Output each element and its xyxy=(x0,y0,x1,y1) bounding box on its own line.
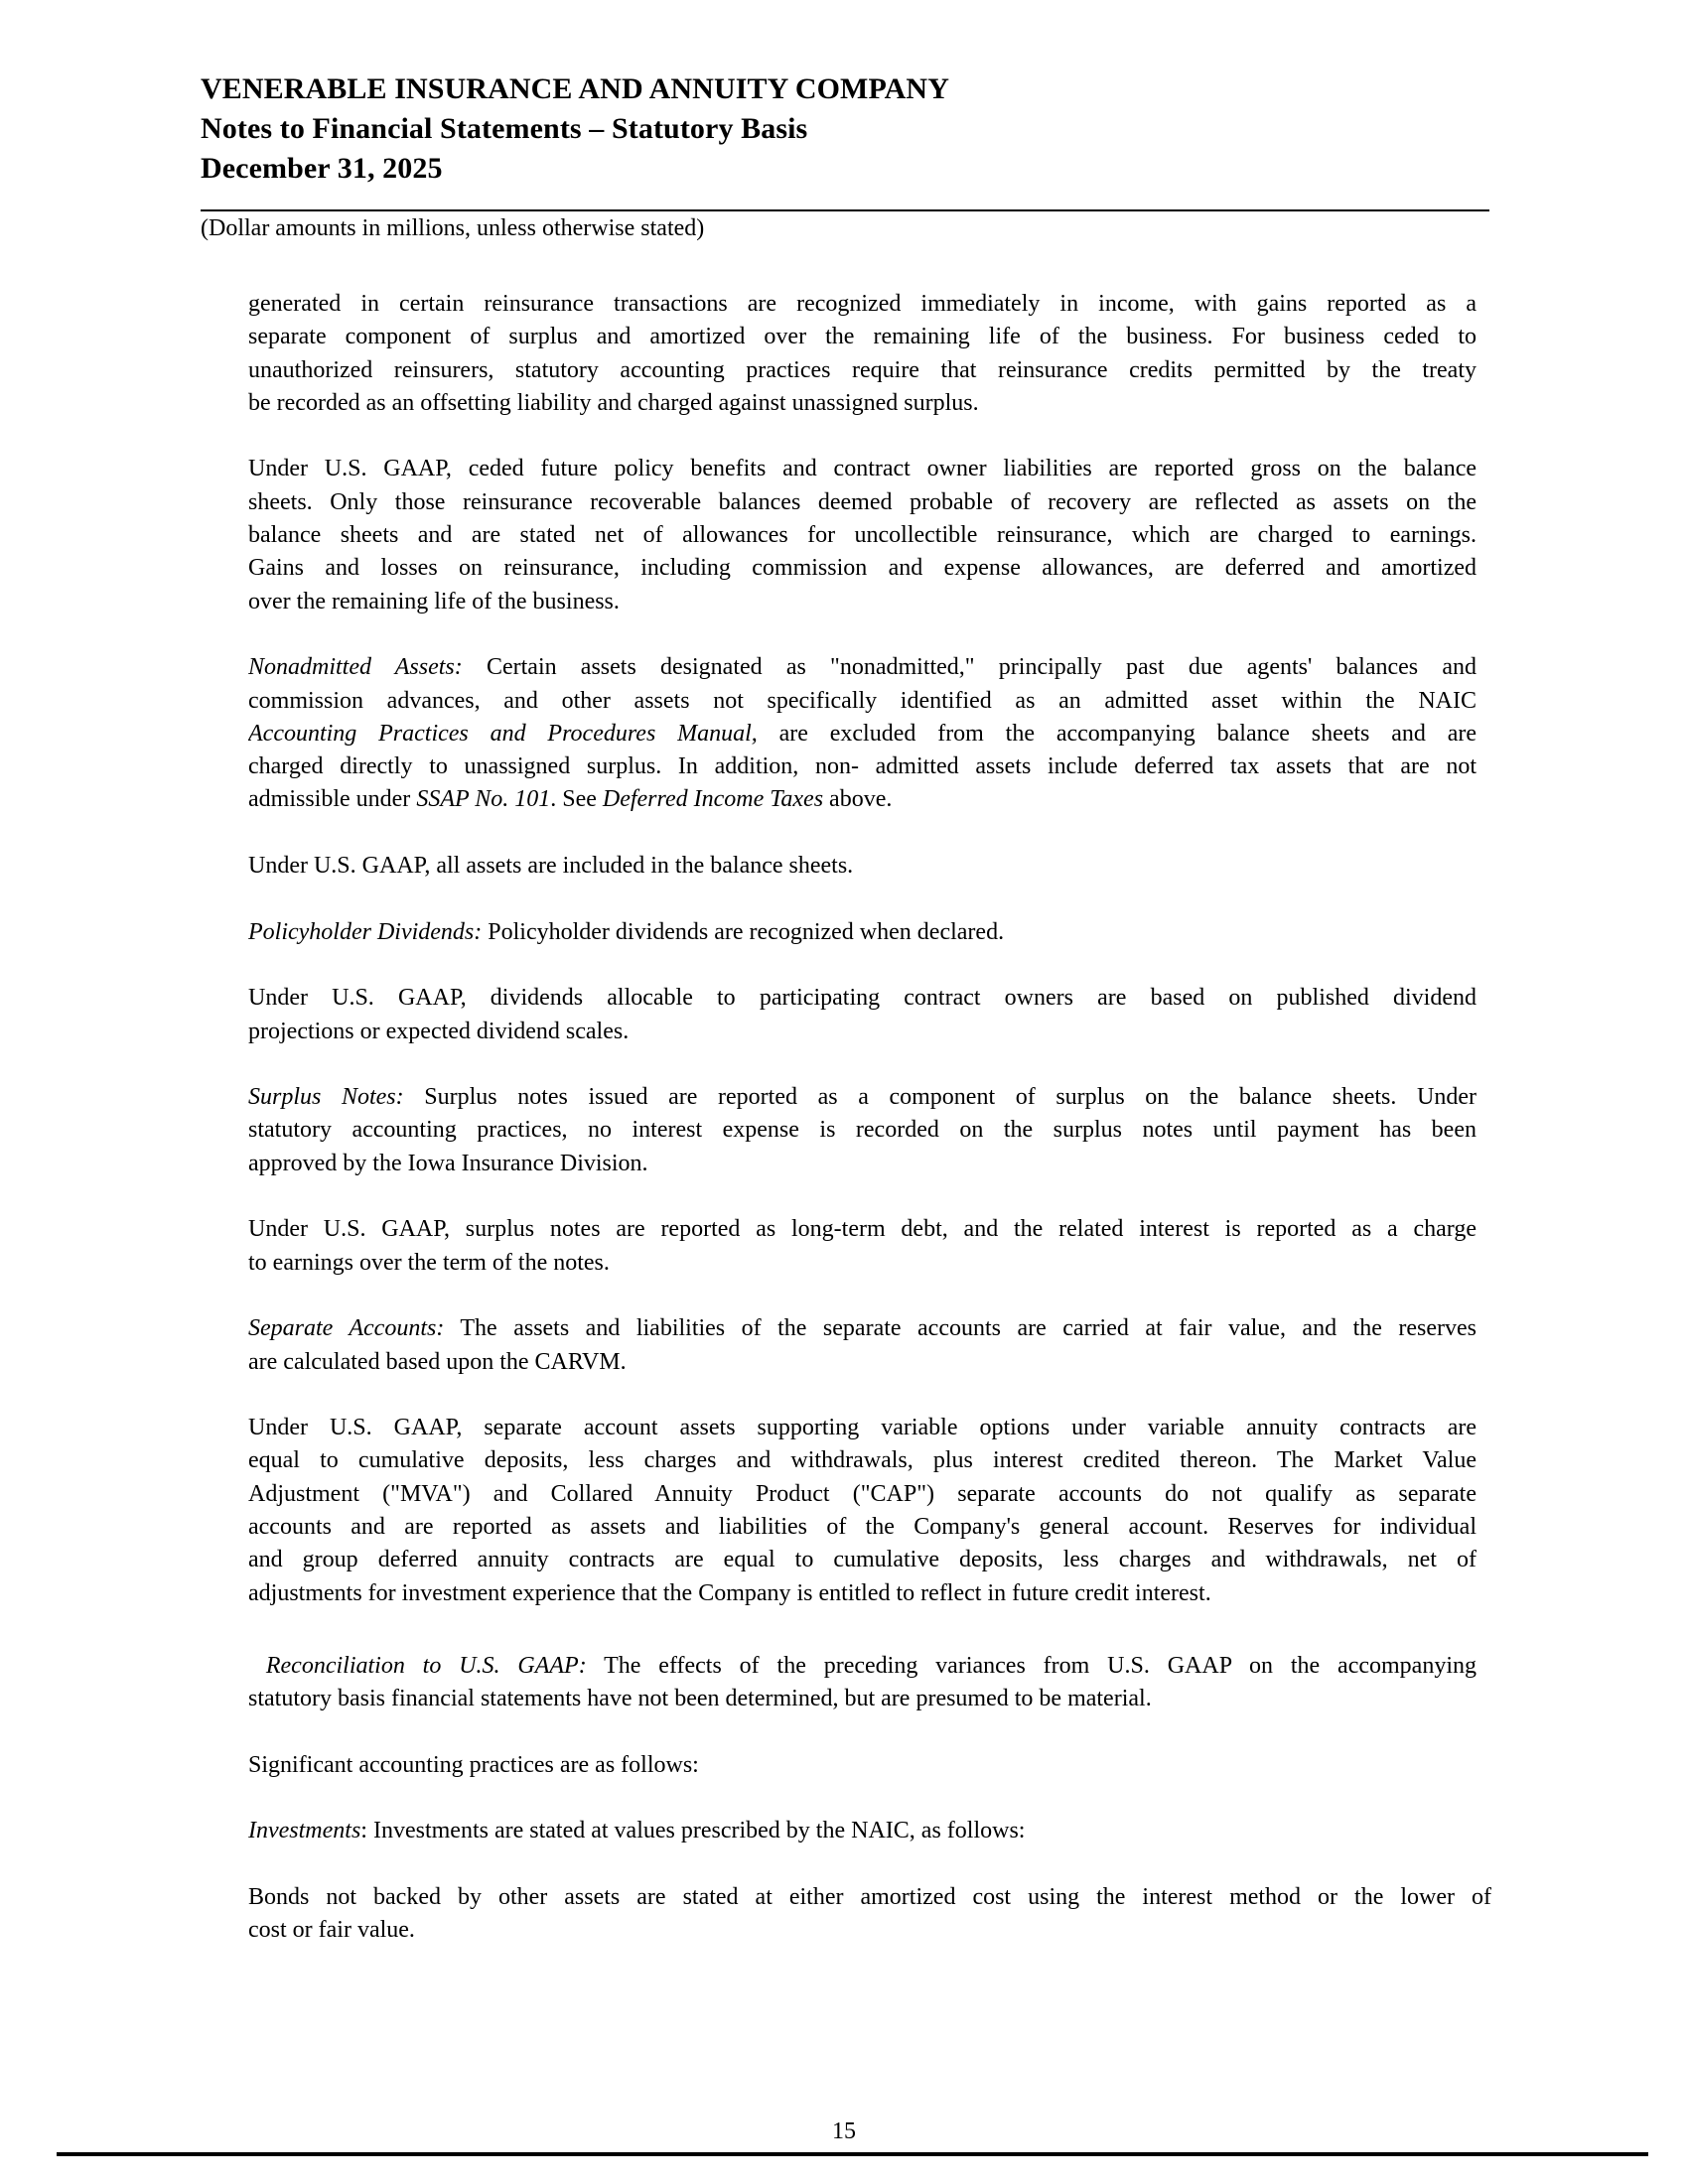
text-line xyxy=(248,1412,1477,1444)
text-run: approved by the Iowa Insurance Division. xyxy=(248,1150,648,1176)
text-line xyxy=(248,751,1477,783)
italic-term: SSAP No. 101 xyxy=(416,786,551,813)
text-line xyxy=(248,1247,1477,1280)
paragraph-spacer xyxy=(248,1715,1477,1748)
text-line xyxy=(248,850,1477,883)
paragraph-bonds xyxy=(248,1881,1491,1948)
text-line xyxy=(248,1815,1477,1847)
paragraph-dividends-gaap xyxy=(248,982,1477,1048)
text-run: The assets and liabilities of the separate accounts are carried at fair value, and the reserves xyxy=(444,1315,1477,1342)
text-run: commission advances, and other assets not specifically identified as an admitted asset within the NAIC xyxy=(248,687,1477,714)
text-run: Surplus notes issued are reported as a component of surplus on the balance sheets. Under xyxy=(403,1084,1477,1111)
text-line xyxy=(248,1650,1477,1683)
text-run: Under U.S. GAAP, dividends allocable to participating contract owners are based on published dividend xyxy=(248,985,1477,1012)
italic-term: Surplus Notes: xyxy=(248,1084,404,1111)
text-line xyxy=(248,586,1477,618)
paragraph-reconciliation xyxy=(248,1650,1477,1716)
text-run: cost or fair value. xyxy=(248,1917,415,1944)
text-run: Under U.S. GAAP, all assets are included in the balance sheets. xyxy=(248,853,854,880)
text-run: to earnings over the term of the notes. xyxy=(248,1249,610,1276)
paragraph-policyholder-dividends xyxy=(248,916,1477,949)
text-line xyxy=(248,1081,1477,1114)
text-run: unauthorized reinsurers, statutory accounting practices require that reinsurance credits permitted by the treaty xyxy=(248,356,1477,383)
text-run: charged directly to unassigned surplus. In addition, non- admitted assets include deferred tax assets that are not xyxy=(248,753,1477,780)
text-line xyxy=(248,651,1477,684)
italic-term: Nonadmitted Assets: xyxy=(248,654,463,681)
text-run: Policyholder dividends are recognized when declared. xyxy=(482,918,1005,945)
footer-rule xyxy=(57,2152,1648,2156)
text-run: Significant accounting practices are as follows: xyxy=(248,1751,699,1778)
paragraph-surplus-notes-gaap xyxy=(248,1213,1477,1280)
text-run: and group deferred annuity contracts are equal to cumulative deposits, less charges and withdrawals, net of xyxy=(248,1547,1477,1573)
company-name: VENERABLE INSURANCE AND ANNUITY COMPANY xyxy=(201,72,949,105)
paragraph-spacer xyxy=(248,1379,1477,1412)
text-run: sheets. Only those reinsurance recoverable balances deemed probable of recovery are reflected as assets on the xyxy=(248,488,1477,515)
text-run: Under U.S. GAAP, ceded future policy benefits and contract owner liabilities are reported gross on the balance xyxy=(248,456,1477,482)
paragraph-spacer xyxy=(248,1848,1477,1881)
paragraph-spacer xyxy=(248,949,1477,982)
text-line xyxy=(248,1444,1477,1477)
text-run: statutory basis financial statements have not been determined, but are presumed to be material. xyxy=(248,1686,1152,1712)
text-line xyxy=(248,552,1477,585)
text-line xyxy=(248,1312,1477,1345)
text-line xyxy=(248,453,1477,485)
text-line xyxy=(248,354,1477,387)
page-header xyxy=(201,69,1491,189)
text-line xyxy=(248,1914,1491,1947)
italic-term: Policyholder Dividends: xyxy=(248,918,483,945)
text-run xyxy=(248,1653,266,1679)
text-run: are excluded from the accompanying balance sheets and are xyxy=(757,720,1477,747)
paragraph-spacer xyxy=(248,1610,1477,1650)
paragraph-separate-accounts-gaap xyxy=(248,1412,1477,1610)
text-run: The effects of the preceding variances from U.S. GAAP on the accompanying xyxy=(586,1652,1477,1679)
text-run: Certain assets designated as "nonadmitted," principally past due agents' balances and xyxy=(462,654,1477,681)
paragraph-nonadmitted-gaap xyxy=(248,850,1477,883)
text-run: balance sheets and are stated net of allowances for uncollectible reinsurance, which are charged to earnings. xyxy=(248,522,1477,549)
text-run: above. xyxy=(823,786,893,813)
units-note: (Dollar amounts in millions, unless otherwise stated) xyxy=(201,215,705,241)
text-line xyxy=(248,1114,1477,1147)
text-run: Adjustment ("MVA") and Collared Annuity Product ("CAP") separate accounts do not qualify as separate xyxy=(248,1480,1477,1507)
text-run: Under U.S. GAAP, surplus notes are reported as long-term debt, and the related interest is reported as a charge xyxy=(248,1216,1477,1243)
paragraph-significant-practices xyxy=(248,1749,1477,1782)
text-line xyxy=(248,1577,1477,1610)
text-line xyxy=(248,718,1477,751)
page-number: 15 xyxy=(832,2118,856,2144)
statement-date: December 31, 2025 xyxy=(201,152,443,185)
text-run: accounts and are reported as assets and liabilities of the Company's general account. Reserves for individual xyxy=(248,1513,1477,1540)
text-line xyxy=(248,982,1477,1015)
text-line xyxy=(248,1749,1477,1782)
text-run: Gains and losses on reinsurance, including commission and expense allowances, are deferred and amortized xyxy=(248,555,1477,582)
text-line xyxy=(248,1683,1477,1715)
text-line xyxy=(248,321,1477,353)
text-run: Under U.S. GAAP, separate account assets supporting variable options under variable annuity contracts are xyxy=(248,1415,1477,1441)
text-run: : Investments are stated at values prescribed by the NAIC, as follows: xyxy=(360,1818,1026,1844)
italic-term: Investments xyxy=(248,1818,361,1844)
header-rule xyxy=(201,209,1489,211)
text-run: be recorded as an offsetting liability and charged against unassigned surplus. xyxy=(248,389,979,416)
text-run: equal to cumulative deposits, less charges and withdrawals, plus interest credited thereon. The Market Value xyxy=(248,1447,1477,1474)
paragraph-reinsurance-gaap xyxy=(248,453,1477,617)
text-line xyxy=(248,1478,1477,1511)
italic-term: Accounting Practices and Procedures Manual, xyxy=(248,720,758,747)
text-run: generated in certain reinsurance transactions are recognized immediately in income, with gains reported as a xyxy=(248,291,1477,317)
text-line xyxy=(248,1544,1477,1576)
paragraph-reinsurance-statutory-cont xyxy=(248,288,1477,420)
paragraph-spacer xyxy=(248,1048,1477,1081)
italic-term: Reconciliation to U.S. GAAP: xyxy=(265,1652,587,1679)
text-line xyxy=(248,387,1477,420)
paragraph-spacer xyxy=(248,420,1477,453)
paragraph-spacer xyxy=(248,883,1477,915)
text-line xyxy=(248,1881,1491,1914)
paragraph-spacer xyxy=(248,1280,1477,1312)
text-run: statutory accounting practices, no interest expense is recorded on the surplus notes until payment has been xyxy=(248,1117,1477,1144)
paragraph-nonadmitted-assets xyxy=(248,651,1477,816)
text-run: admissible under xyxy=(248,786,417,813)
text-line xyxy=(248,1213,1477,1246)
paragraph-spacer xyxy=(248,1180,1477,1213)
text-run: Bonds not backed by other assets are stated at either amortized cost using the interest method or the lower of xyxy=(248,1883,1491,1910)
text-line xyxy=(248,486,1477,519)
text-run: separate component of surplus and amortized over the remaining life of the business. For business ceded to xyxy=(248,324,1477,350)
text-run: projections or expected dividend scales. xyxy=(248,1018,630,1044)
text-run: . See xyxy=(550,786,603,813)
paragraph-surplus-notes xyxy=(248,1081,1477,1180)
italic-term: Separate Accounts: xyxy=(248,1315,445,1342)
text-line xyxy=(248,519,1477,552)
document-body xyxy=(248,288,1491,1948)
paragraph-separate-accounts xyxy=(248,1312,1477,1379)
text-line xyxy=(248,685,1477,718)
text-line xyxy=(248,1016,1477,1048)
italic-term: Deferred Income Taxes xyxy=(602,786,824,813)
text-line xyxy=(248,1148,1477,1180)
paragraph-investments xyxy=(248,1815,1477,1847)
text-line xyxy=(248,288,1477,321)
text-run: are calculated based upon the CARVM. xyxy=(248,1348,627,1375)
document-title: Notes to Financial Statements – Statutory Basis xyxy=(201,112,808,145)
text-line xyxy=(248,783,1477,816)
text-line xyxy=(248,1346,1477,1379)
text-line xyxy=(248,916,1477,949)
paragraph-spacer xyxy=(248,618,1477,651)
text-run: adjustments for investment experience that the Company is entitled to reflect in future credit interest. xyxy=(248,1579,1211,1606)
text-line xyxy=(248,1511,1477,1544)
paragraph-spacer xyxy=(248,817,1477,850)
text-run: over the remaining life of the business. xyxy=(248,588,620,614)
paragraph-spacer xyxy=(248,1782,1477,1815)
